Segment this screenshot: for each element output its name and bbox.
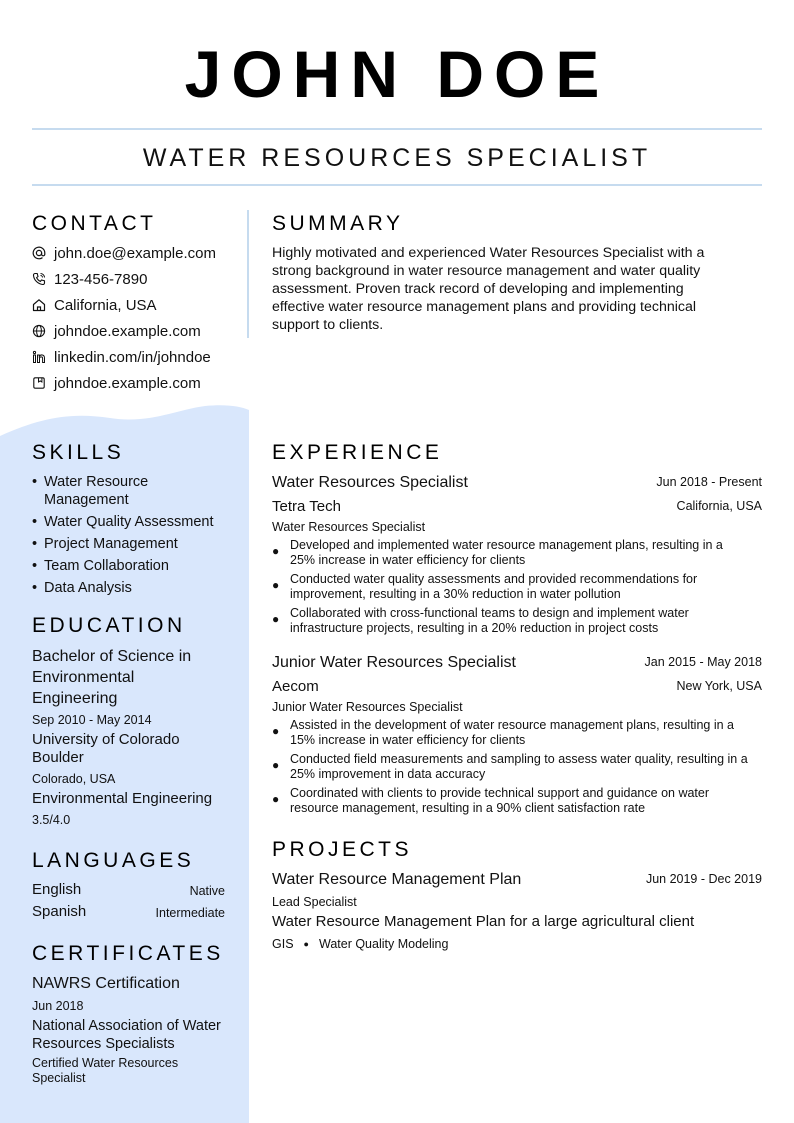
bullet-dot: ● <box>272 612 280 626</box>
bullet-line: infrastructure projects, resulting in a 20% reduction in project costs <box>290 621 659 635</box>
job-dates: Jan 2015 - May 2018 <box>644 655 762 669</box>
languages-heading: LANGUAGES <box>32 849 195 872</box>
contact-linkedin-text: linkedin.com/in/johndoe <box>54 348 211 366</box>
bullet-line: Assisted in the development of water resource management plans, resulting in a <box>290 718 734 732</box>
experience-heading: EXPERIENCE <box>272 441 443 464</box>
job-location: California, USA <box>676 499 762 513</box>
column-divider <box>247 210 249 338</box>
bullet-line: improvement, resulting in a 30% reduction in water pollution <box>290 587 621 601</box>
bullet-line: resource management, resulting in a 90% client satisfaction rate <box>290 801 646 815</box>
contact-location <box>32 294 157 316</box>
bullet-dot: ● <box>272 724 280 738</box>
portfolio-icon <box>32 376 46 390</box>
bullet-dot: • <box>32 580 38 596</box>
skill-text: Project Management <box>44 536 178 552</box>
summary-line: effective water resource management plans and providing technical <box>272 299 697 315</box>
language-level: Native <box>189 884 225 898</box>
job-title: Water Resources Specialist <box>272 474 468 491</box>
job-dates: Jun 2018 - Present <box>656 475 762 489</box>
skill-text: Team Collaboration <box>44 558 169 574</box>
project-description: Water Resource Management Plan for a large agricultural client <box>272 913 695 930</box>
summary-text <box>272 244 772 334</box>
education-degree: Bachelor of Science in Environmental Engineering <box>32 648 192 707</box>
bullet-dot: • <box>32 514 38 530</box>
contact-location-text: California, USA <box>54 296 157 314</box>
phone-icon <box>32 272 46 286</box>
bullet-line: 25% improvement in data accuracy <box>290 767 486 781</box>
summary-line: support to clients. <box>272 317 384 333</box>
header-top-rule <box>32 128 762 130</box>
contact-email[interactable] <box>32 242 216 264</box>
bullet-dot: ● <box>272 792 280 806</box>
summary-line: assessment. Proven track record of developing and implementing <box>272 281 684 297</box>
contact-website-text: johndoe.example.com <box>54 322 201 340</box>
contact-portfolio-text: johndoe.example.com <box>54 374 201 392</box>
job-company: Tetra Tech <box>272 498 341 515</box>
contact-linkedin[interactable] <box>32 346 211 368</box>
contact-email-text: john.doe@example.com <box>54 244 216 262</box>
project-tag: Water Quality Modeling <box>318 937 449 951</box>
job-location: New York, USA <box>676 679 762 693</box>
job-title-header: WATER RESOURCES SPECIALIST <box>142 144 652 172</box>
language-name: English <box>32 881 82 898</box>
education-field: Environmental Engineering <box>32 790 213 807</box>
bullet-line: 25% increase in water efficiency for clients <box>290 553 526 567</box>
bullet-dot: ● <box>272 544 280 558</box>
certificate-name: NAWRS Certification <box>32 975 180 992</box>
education-location: Colorado, USA <box>32 772 116 786</box>
project-tags <box>272 935 448 953</box>
language-level: Intermediate <box>155 906 225 920</box>
bullet-dot: • <box>32 558 38 574</box>
bullet-line: Collaborated with cross-functional teams to design and implement water <box>290 606 689 620</box>
project-name: Water Resource Management Plan <box>272 871 522 888</box>
bullet-line: Developed and implemented water resource management plans, resulting in a <box>290 538 723 552</box>
education-gpa: 3.5/4.0 <box>32 813 71 827</box>
linkedin-icon <box>32 350 46 364</box>
project-tag: GIS <box>272 937 294 951</box>
bullet-line: 15% increase in water efficiency for clients <box>290 733 526 747</box>
skill-text: Water Resource Management <box>44 474 149 508</box>
bullet-line: Coordinated with clients to provide technical support and guidance on water <box>290 786 710 800</box>
education-dates: Sep 2010 - May 2014 <box>32 713 152 727</box>
education-heading: EDUCATION <box>32 614 186 637</box>
certificate-description: Certified Water Resources Specialist <box>32 1056 179 1085</box>
bullet-dot: ● <box>272 758 280 772</box>
tag-separator: ● <box>303 939 309 949</box>
bullet-dot: ● <box>272 578 280 592</box>
home-icon <box>32 298 46 312</box>
skill-text: Data Analysis <box>44 580 132 596</box>
skills-heading: SKILLS <box>32 441 125 464</box>
certificate-issuer: National Association of Water Resources Specialists <box>32 1018 221 1052</box>
skill-text: Water Quality Assessment <box>44 514 214 530</box>
project-role: Lead Specialist <box>272 895 357 909</box>
bullet-dot: • <box>32 536 38 552</box>
summary-line: strong background in water resource management and water quality <box>272 263 701 279</box>
bullet-line: Conducted field measurements and sampling to assess water quality, resulting in a <box>290 752 748 766</box>
at-icon <box>32 246 46 260</box>
project-dates: Jun 2019 - Dec 2019 <box>645 872 762 886</box>
job-role: Water Resources Specialist <box>272 520 426 534</box>
contact-phone[interactable] <box>32 268 147 290</box>
summary-heading: SUMMARY <box>272 212 404 235</box>
contact-heading: CONTACT <box>32 212 157 235</box>
contact-portfolio[interactable] <box>32 372 201 394</box>
contact-phone-text: 123-456-7890 <box>54 270 148 288</box>
language-name: Spanish <box>32 903 87 920</box>
contact-website[interactable] <box>32 320 201 342</box>
certificates-heading: CERTIFICATES <box>32 942 224 965</box>
job-company: Aecom <box>272 678 319 695</box>
education-school: University of Colorado Boulder <box>32 731 180 766</box>
header-bottom-rule <box>32 184 762 186</box>
certificate-date: Jun 2018 <box>32 999 84 1013</box>
bullet-dot: • <box>32 474 38 490</box>
candidate-name: JOHN DOE <box>184 37 610 111</box>
globe-icon <box>32 324 46 338</box>
job-title: Junior Water Resources Specialist <box>272 654 516 671</box>
summary-line: Highly motivated and experienced Water Resources Specialist with a <box>272 245 705 261</box>
job-role: Junior Water Resources Specialist <box>272 700 463 714</box>
bullet-line: Conducted water quality assessments and provided recommendations for <box>290 572 698 586</box>
projects-heading: PROJECTS <box>272 838 413 861</box>
